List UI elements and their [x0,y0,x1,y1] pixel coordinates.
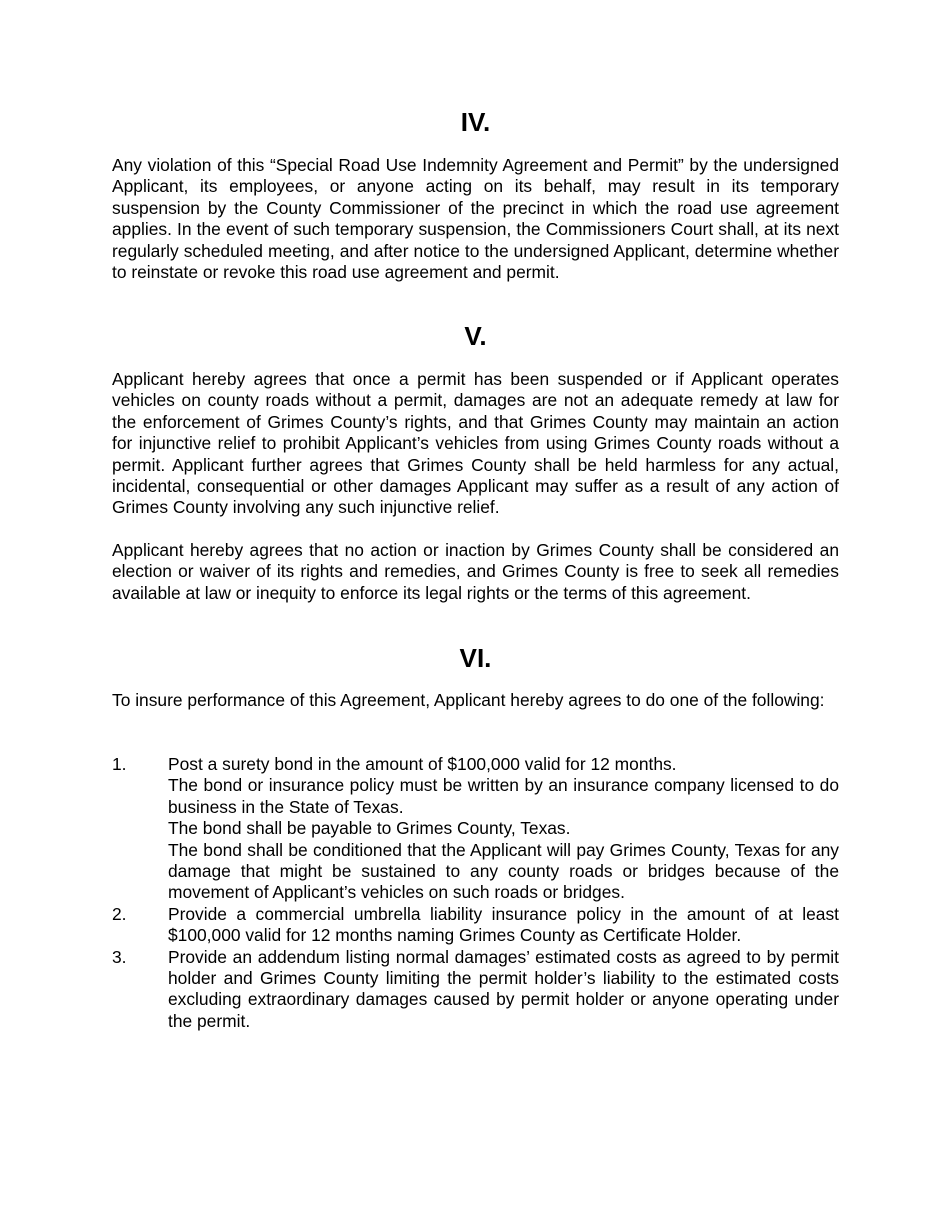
list-item-line: Provide an addendum listing normal damages’ estimated costs as agreed to by permit holder and Grimes County limiting the permit holder’s liability to the estimated costs excluding extraordinary damages caused by permit holder or anyone operating under the permit. [168,946,839,1031]
list-item [112,754,839,904]
list-item-body [168,754,839,904]
list-item-line: The bond shall be payable to Grimes County, Texas. [168,818,571,839]
section-vi-heading: VI. [459,643,492,673]
list-item-line: Post a surety bond in the amount of $100,000 valid for 12 months. [168,754,677,774]
list-item [112,904,839,947]
section-v-heading: V. [464,321,487,351]
section-iv-heading: IV. [460,107,491,137]
list-item-line: The bond or insurance policy must be written by an insurance company licensed to do business in the State of Texas. [168,775,839,817]
list-item-line: The bond shall be conditioned that the Applicant will pay Grimes County, Texas for any damage that might be sustained to any county roads or bridges because of the movement of Applicant’s vehicles on such roads or bridges. [168,839,839,903]
performance-options-list [112,754,839,1032]
section-v-paragraph-1: Applicant hereby agrees that once a permit has been suspended or if Applicant operates vehicles on county roads without a permit, damages are not an adequate remedy at law for the enforcement of Grimes County’s rights, and that Grimes County may maintain an action for injunctive relief to prohibit Applicant’s vehicles from using Grimes County roads without a permit. Applicant further agrees that Grimes County shall be held harmless for any actual, incidental, consequential or other damages Applicant may suffer as a result of any action of Grimes County involving any such injunctive relief. [112,369,839,518]
list-item-number: 3. [112,946,127,967]
list-item-body [168,947,839,1033]
section-v-paragraph-2: Applicant hereby agrees that no action or inaction by Grimes County shall be considered an election or waiver of its rights and remedies, and Grimes County is free to seek all remedies available at law or inequity to enforce its legal rights or the terms of this agreement. [112,540,839,603]
list-item-number: 1. [112,754,127,774]
section-vi-intro: To insure performance of this Agreement, Applicant hereby agrees to do one of the following: [112,690,825,710]
list-item-line: Provide a commercial umbrella liability insurance policy in the amount of at least $100,000 valid for 12 months naming Grimes County as Certificate Holder. [168,903,839,946]
list-item-body [168,904,839,947]
section-iv-paragraph: Any violation of this “Special Road Use Indemnity Agreement and Permit” by the undersigned Applicant, its employees, or anyone acting on its behalf, may result in its temporary suspension by the County Commissioner of the precinct in which the road use agreement applies. In the event of such temporary suspension, the Commissioners Court shall, at its next regularly scheduled meeting, and after notice to the undersigned Applicant, determine whether to reinstate or revoke this road use agreement and permit. [112,155,839,283]
list-item-number: 2. [112,903,127,924]
list-item [112,947,839,1033]
